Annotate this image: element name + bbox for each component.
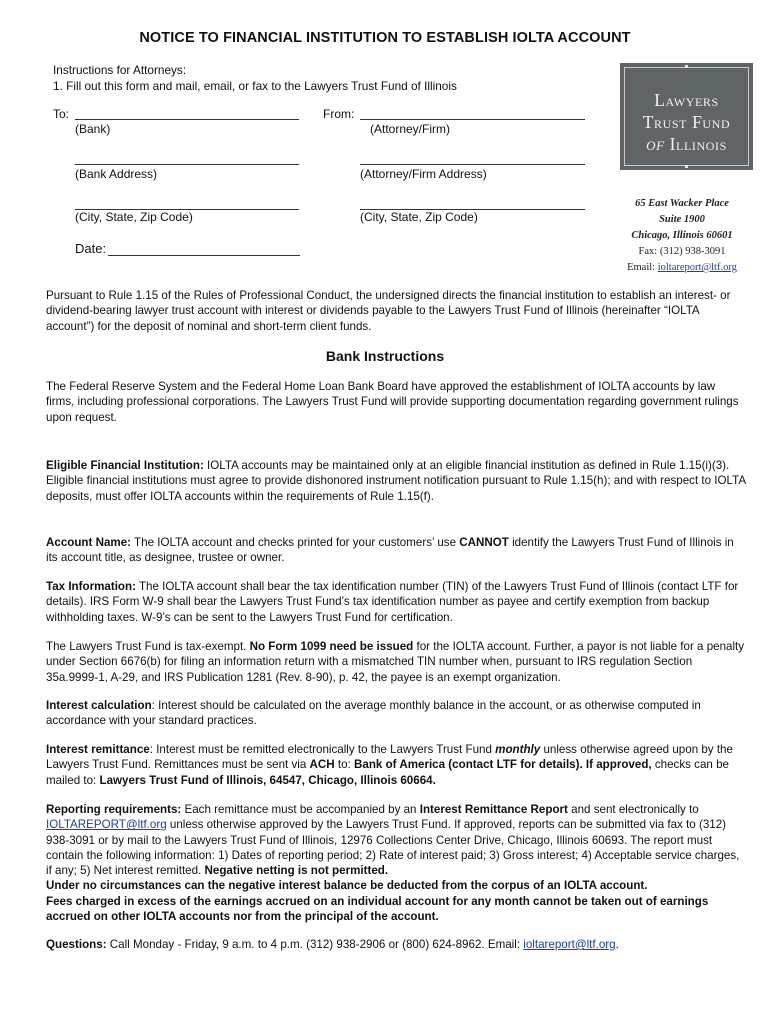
- remittance-label: Interest remittance: [46, 743, 150, 756]
- questions-label: Questions:: [46, 938, 107, 951]
- questions-paragraph: [46, 937, 746, 952]
- reporting-negative-balance: Under no circumstances can the negative interest balance be deducted from the corpus of an IOLTA account.: [46, 879, 648, 893]
- address-email-line: [608, 260, 756, 276]
- remittance-text-4: checks can be mailed to:: [46, 758, 729, 787]
- bank-city-caption: (City, State, Zip Code): [75, 210, 193, 224]
- remittance-text-2: unless otherwise agreed upon by the Lawyers Trust Fund. Remittances must be sent via: [46, 743, 733, 772]
- address-fax: Fax: (312) 938-3091: [638, 246, 726, 257]
- reporting-text-1: Each remittance must be accompanied by an: [181, 803, 420, 816]
- logo-line-3: [620, 133, 753, 156]
- remittance-text-3: to:: [334, 758, 355, 772]
- to-label: To:: [53, 107, 70, 121]
- page-title: NOTICE TO FINANCIAL INSTITUTION TO ESTABLISH IOLTA ACCOUNT: [139, 30, 631, 46]
- reporting-email-link[interactable]: IOLTAREPORT@ltf.org: [46, 818, 167, 832]
- logo-top-dot: [685, 65, 688, 68]
- remittance-mail-address: Lawyers Trust Fund of Illinois, 64547, Chicago, Illinois 60664.: [99, 773, 436, 787]
- reporting-text-2: and sent electronically to: [567, 803, 699, 816]
- logo-line-1: Lawyers: [654, 90, 719, 110]
- remittance-bank: Bank of America (contact LTF for details). If approved,: [354, 758, 652, 772]
- reporting-requirements-paragraph: [46, 802, 746, 924]
- eligible-institution-paragraph: [46, 458, 746, 504]
- questions-email-link[interactable]: ioltareport@ltf.org: [523, 938, 616, 951]
- attorney-city-caption: (City, State, Zip Code): [360, 210, 478, 224]
- interest-calc-text: : Interest should be calculated on the average monthly balance in the account, or as otherwise computed in accordance with your standard practices.: [46, 699, 701, 728]
- account-name-label: Account Name:: [46, 536, 132, 549]
- tax-exempt-paragraph: [46, 639, 746, 685]
- account-name-cannot: CANNOT: [459, 536, 509, 549]
- bank-caption: (Bank): [75, 122, 111, 136]
- address-suite: Suite 1900: [659, 214, 705, 225]
- reporting-report-name: Interest Remittance Report: [419, 803, 568, 816]
- attorney-firm-field[interactable]: [360, 119, 585, 120]
- lawyers-trust-fund-logo: [620, 63, 753, 170]
- remittance-ach: ACH: [309, 758, 335, 772]
- address-city: Chicago, Illinois 60601: [631, 230, 733, 241]
- reporting-text-3: unless otherwise approved by the Lawyers Trust Fund. If approved, reports can be submitted via fax to (312) 938-3091 or by mail to the Lawyers Trust Fund of Illinois, 12976 Collections Center Drive, Chicago, Illinois 60693. The report must contain the following information: 1) Dates of reporting period; 2) Rate of interest paid; 3) Gross interest; 4) Acceptable service charges, if any; 5) Net interest remitted.: [46, 818, 740, 878]
- tax-exempt-bold: No Form 1099 need be issued: [249, 640, 414, 653]
- bank-intro-paragraph: The Federal Reserve System and the Federal Home Loan Bank Board have approved the establishment of IOLTA accounts by law firms, including professional corporations. The Lawyers Trust Fund will provide supporting documentation regarding government rulings upon request.: [46, 380, 739, 424]
- address-email-label: Email:: [627, 262, 658, 273]
- remittance-monthly: monthly: [495, 743, 541, 756]
- logo-illinois: Illinois: [664, 134, 727, 154]
- bank-address-caption: (Bank Address): [75, 167, 158, 181]
- logo-line-2: Trust Fund: [642, 112, 731, 132]
- account-name-paragraph: [46, 535, 746, 566]
- tax-exempt-text-2: for the IOLTA account. Further, a payor is not liable for a penalty under Section 6676(b) for filing an information return with a mismatched TIN number when, pursuant to IRS regulation Section 35a.9999-1, A-29, and IRS Publication 1281 (Rev. 8-90), p. 42, the payee is an exempt organization.: [46, 640, 745, 684]
- interest-calc-label: Interest calculation: [46, 699, 152, 712]
- remittance-text-1: : Interest must be remitted electronically to the Lawyers Trust Fund: [149, 743, 496, 756]
- account-name-text-1: The IOLTA account and checks printed for your customers’ use: [131, 536, 460, 549]
- instructions-step-1: 1. Fill out this form and mail, email, or fax to the Lawyers Trust Fund of Illinois: [53, 79, 457, 93]
- eligible-label: Eligible Financial Institution:: [46, 459, 204, 472]
- reporting-label: Reporting requirements:: [46, 803, 182, 816]
- address-street: 65 East Wacker Place: [635, 198, 729, 209]
- questions-text: Call Monday - Friday, 9 a.m. to 4 p.m. (312) 938-2906 or (800) 624-8962. Email:: [106, 938, 524, 951]
- account-name-text-2: identify the Lawyers Trust Fund of Illinois in its account title, as designee, trustee or owner.: [46, 536, 734, 565]
- bank-instructions-heading: Bank Instructions: [325, 348, 445, 364]
- logo-of: of: [646, 134, 665, 155]
- tax-information-paragraph: [46, 579, 746, 625]
- attorney-address-caption: (Attorney/Firm Address): [360, 167, 487, 181]
- instructions-heading: Instructions for Attorneys:: [53, 63, 187, 77]
- tax-label: Tax Information:: [46, 580, 136, 593]
- from-label: From:: [323, 107, 355, 121]
- interest-calculation-paragraph: [46, 698, 746, 729]
- tax-exempt-text-1: The Lawyers Trust Fund is tax-exempt.: [46, 640, 250, 653]
- bank-address-field[interactable]: [75, 164, 299, 165]
- fund-address: [608, 196, 756, 276]
- tax-text: The IOLTA account shall bear the tax identification number (TIN) of the Lawyers Trust Fund of Illinois (contact LTF for details). IRS Form W-9 shall bear the Lawyers Trust Fund’s tax identification number as payee and certify exemption from backup withholding taxes. W-9’s can be sent to the Lawyers Trust Fund for certification.: [46, 580, 739, 624]
- date-label: Date:: [75, 241, 107, 256]
- attorney-address-field[interactable]: [360, 164, 585, 165]
- instructions: [53, 62, 457, 94]
- eligible-text: IOLTA accounts may be maintained only at an eligible financial institution as defined in Rule 1.15(i)(3). Eligible financial institutions must agree to provide dishonored instrument notification pursuant to Rule 1.15(h); and with respect to IOLTA deposits, must offer IOLTA accounts within the requirements of Rule 1.15(f).: [46, 459, 746, 503]
- intro-paragraph: Pursuant to Rule 1.15 of the Rules of Professional Conduct, the undersigned directs the financial institution to establish an interest- or dividend-bearing lawyer trust account with interest or dividends payable to the Lawyers Trust Fund of Illinois (hereinafter “IOLTA account”) for the deposit of nominal and short-term client funds.: [46, 289, 731, 333]
- address-email-link[interactable]: ioltareport@ltf.org: [657, 262, 737, 273]
- interest-remittance-paragraph: [46, 742, 746, 788]
- reporting-fees: Fees charged in excess of the earnings accrued on an individual account for any month cannot be taken out of earnings accrued on other IOLTA accounts nor from the principal of the account.: [46, 894, 709, 924]
- logo-bottom-dot: [685, 165, 688, 168]
- questions-end: .: [615, 938, 619, 951]
- attorney-firm-caption: (Attorney/Firm): [370, 122, 451, 136]
- reporting-negative-netting: Negative netting is not permitted.: [204, 864, 389, 878]
- bank-name-field[interactable]: [75, 119, 299, 120]
- date-field[interactable]: [108, 255, 300, 256]
